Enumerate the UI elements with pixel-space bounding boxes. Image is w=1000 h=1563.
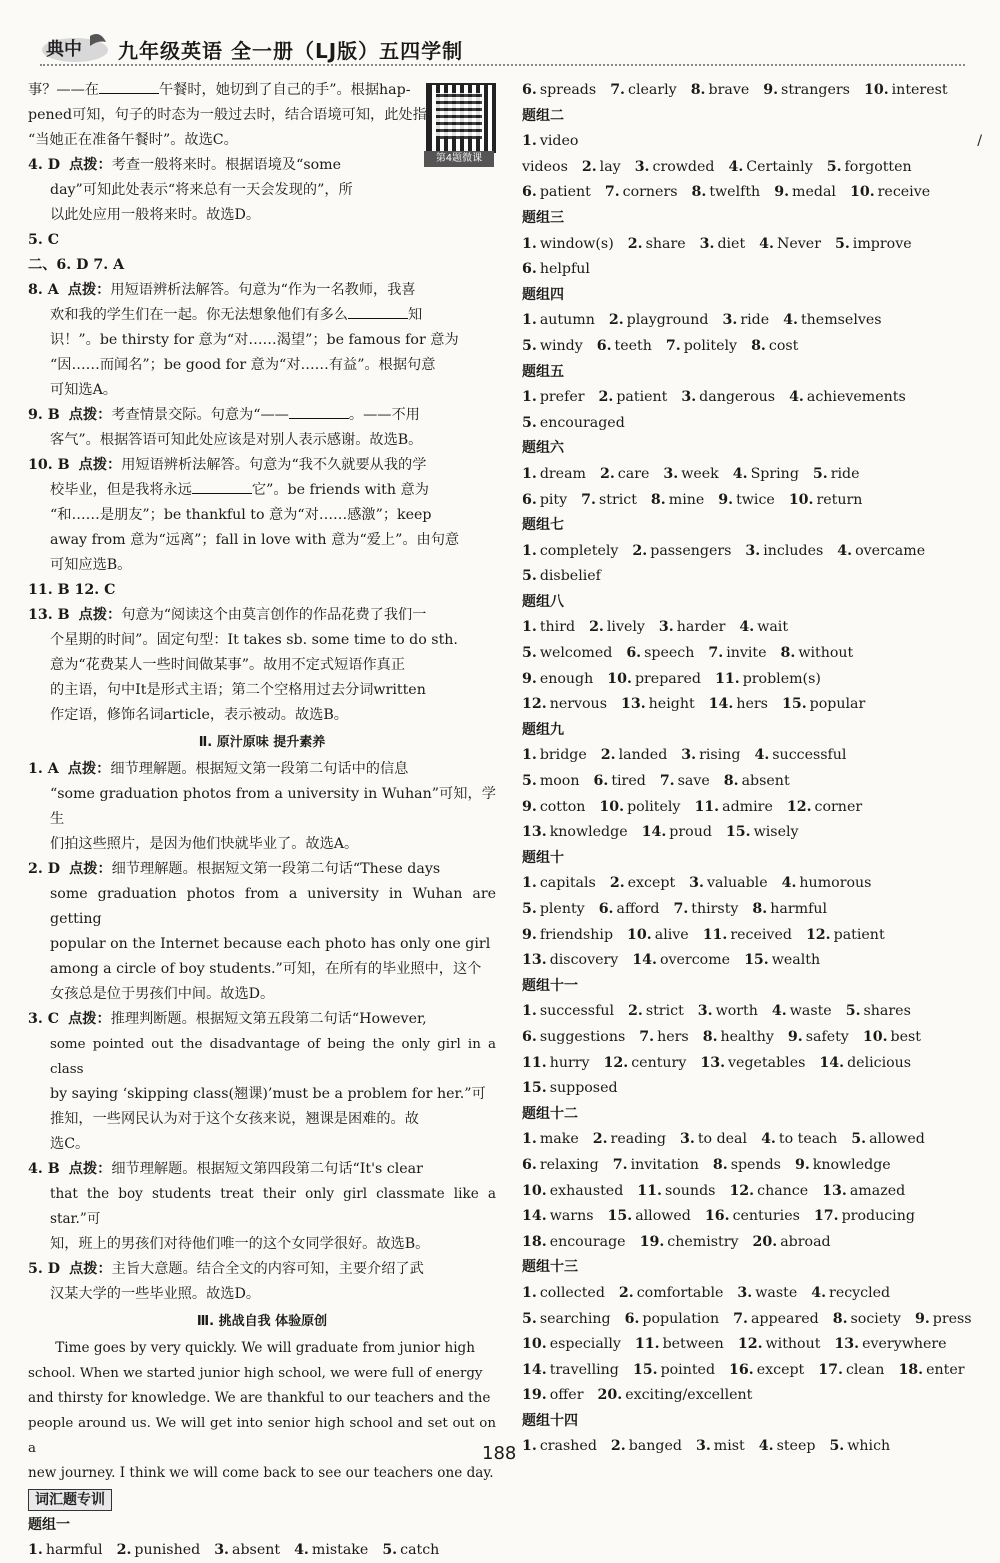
answer-entry: 9. twice [718,491,775,508]
answer-entry: 4. Never [759,235,821,252]
answer-entry: 14. proud [641,824,712,841]
answer-entry: 2. patient [598,389,668,406]
writing-text: and thirsty for knowledge. We are thankful to our teachers and the [28,1390,491,1406]
group-title: 题组八 [522,593,564,610]
answer-item: 3. C 点拨：推理判断题。根据短文第五段第二句话“However, [28,1011,427,1027]
answer-entry: 18. enter [898,1361,965,1378]
answer-entry: 17. clean [818,1361,885,1378]
writing-text: people around us. We will get into senior high school and set out on a [28,1416,496,1456]
answer-entry: 16. centuries [704,1208,800,1225]
answer-entry: 4. achievements [789,389,906,406]
answer-entry: 10. alive [627,926,689,943]
answer-entry: 1. bridge [522,747,587,764]
answer-entry: 3. ride [722,312,770,329]
answer-entry: 1. video / videos [522,133,982,175]
answer-entry: 6. pity [522,491,568,508]
answer-entry: 5. searching [522,1310,611,1327]
answer-entry: 2. banged [610,1438,682,1455]
answer-row [522,257,982,283]
answer-entry: 4. mistake [294,1542,369,1558]
answer-entry: 9. friendship [522,926,614,943]
vocab-section-label: 词汇题专训 [28,1489,112,1511]
answer-row [522,1332,982,1358]
answer-entry: 2. comfortable [618,1284,724,1301]
answer-row [522,129,982,180]
answer-text: “some graduation photos from a university in Wuhan”可知，学生 [50,786,496,827]
answer-entry: 3. harder [658,619,726,636]
header-title: 九年级英语 全一册（LJ版）五四学制 [118,39,464,63]
answer-item: 8. A 点拨：用短语辨析法解答。句意为“作为一名教师，我喜 [28,282,416,298]
answer-entry: 5. ride [812,465,860,482]
answer-row [522,820,982,846]
answer-entry: 5. which [829,1438,891,1455]
answer-entry: 1. window(s) [522,235,614,252]
answer-entry: 6. spreads [522,82,597,98]
answer-item: 10. B 点拨：用短语辨析法解答。句意为“我不久就要从我的学 [28,457,427,473]
answer-entry: 11. received [702,926,792,943]
answer-entry: 14. overcome [632,952,731,969]
answer-entry: 5. catch [382,1542,440,1558]
answer-entry: 4. steep [758,1438,816,1455]
answer-entry: 6. helpful [522,261,590,278]
answer-entry: 7. corners [604,184,678,201]
answer-entry: 3. rising [681,747,741,764]
answer-text: pened可知，句子的时态为一般过去时，结合语境可知，此处指 [28,107,427,123]
answer-entry: 20. exciting/excellent [597,1387,753,1404]
answer-row [522,795,982,821]
answer-entry: 5. allowed [851,1131,925,1148]
answer-entry: 7. save [659,773,710,790]
answer-entry: 6. suggestions [522,1028,626,1045]
answer-entry: 10. politely [599,798,681,815]
answer-entry: 7. thirsty [673,901,739,917]
group-title: 题组十二 [522,1105,578,1122]
answer-item: 5. D 点拨：主旨大意题。结合全文的内容可知，主要介绍了武 [28,1261,424,1277]
group-title: 题组二 [522,107,564,124]
page-number: 188 [482,1443,517,1464]
answer-entry: 5. improve [834,235,912,252]
answer-entry: 7. hers [639,1028,689,1045]
answer-entry: 1. dream [522,465,586,482]
answer-row [522,871,982,897]
answer-entry: 3. diet [699,235,746,252]
answer-entry: 3. dangerous [681,389,776,406]
answer-entry: 4. themselves [783,312,882,329]
answer-entry: 4. Certainly [728,158,813,175]
answer-row [522,462,982,488]
answer-text: away from 意为“远离”；fall in love with 意为“爱上”。由句意 [50,532,460,548]
answer-entry: 2. reading [592,1131,667,1148]
group-title: 题组九 [522,721,564,738]
answer-text: 可知选A。 [50,382,117,398]
group-title: 题组七 [522,517,564,534]
answer-entry: 9. knowledge [794,1156,891,1173]
answer-text: among a circle of boy students.”可知，在所有的毕业照中，这个 [50,961,482,977]
answer-row [522,1153,982,1179]
answer-text: 意为“花费某人一些时间做某事”。故用不定式短语作真正 [50,657,406,673]
answer-row [522,948,982,974]
answer-entry: 2. strict [628,1003,684,1020]
answer-entry: 15. supposed [522,1080,618,1097]
answer-entry: 13. knowledge [522,824,628,841]
answer-entry: 7. strict [581,491,637,508]
answer-entry: 19. chemistry [639,1233,739,1250]
answer-row [28,1538,496,1563]
answer-entry: 9. enough [522,670,594,687]
answer-entry: 10. return [788,491,863,508]
answer-entry: 12. nervous [522,696,607,713]
answer-entry: 2. care [599,465,650,482]
answer-entry: 15. wisely [725,824,799,841]
answer-entry: 3. crowded [634,158,715,175]
answer-entry: 8. absent [723,773,790,790]
answer-entry: 14. travelling [522,1361,619,1378]
answer-entry: 9. cotton [522,798,586,815]
answer-text: by saying ‘skipping class(翘课)’must be a problem for her.”可 [50,1086,486,1102]
group-title: 题组三 [522,209,564,226]
answer-row [522,1127,982,1153]
answer-text: some graduation photos from a university in Wuhan are getting [50,886,496,927]
left-column [28,78,496,1563]
answer-text: some pointed out the disadvantage of being the only girl in a class [50,1037,496,1077]
answer-entry: 2. lively [589,619,645,636]
answer-row [522,615,982,641]
answer-entry: 1. successful [522,1003,615,1020]
group-title: 题组十一 [522,977,578,994]
answer-entry: 1. prefer [522,389,585,406]
group-title: 题组六 [522,440,564,457]
writing-text: new journey. I think we will come back to see our teachers one day. [28,1465,494,1481]
answer-entry: 9. strangers [763,82,850,98]
answer-text: 选C。 [50,1136,90,1152]
answer-entry: 3. week [663,465,719,482]
writing-text: school. When we started junior high school, we were full of energy [28,1366,483,1381]
answer-entry: 8. twelfth [691,184,761,201]
answer-entry: 11. sounds [637,1182,716,1199]
answer-row [522,411,982,437]
answer-entry: 9. medal [774,184,836,201]
answer-text: 知，班上的男孩们对待他们唯一的这个女同学很好。故选B。 [50,1236,430,1252]
page-header [40,30,965,66]
answer-item: 9. B 点拨：考查情景交际。句意为“—— 。——不用 [28,407,420,423]
answer-entry: 9. safety [787,1028,849,1045]
answer-row [522,308,982,334]
answer-entry: 4. recycled [811,1284,891,1301]
answer-entry: 10. prepared [607,670,701,687]
answer-entry: 4. Spring [732,465,799,482]
answer-row [522,667,982,693]
answer-entry: 3. mist [695,1438,745,1455]
answer-text: “因……而闻名”；be good for 意为“对……有益”。根据句意 [50,357,436,373]
answer-row [522,1230,982,1256]
answer-entry: 12. chance [729,1182,809,1199]
answer-entry: 1. make [522,1131,579,1148]
answer-entry: 2. punished [116,1542,201,1558]
answer-text: 个星期的时间”。固定句型：It takes sb. some time to do sth. [50,632,458,648]
answer-text: 校毕业，但是我将永远 它”。be friends with 意为 [50,482,429,498]
answer-entry: 13. vegetables [700,1054,806,1071]
answer-text: 推知，一些网民认为对于这个女孩来说，翘课是困难的。故 [50,1111,419,1127]
answer-entry: 5. forgotten [826,158,912,175]
answer-entry: 5. disbelief [522,568,601,585]
answer-text: that the boy students treat their only girl classmate like a star.”可 [50,1186,496,1227]
answer-entry: 1. collected [522,1284,605,1301]
answer-entry: 5. moon [522,773,580,790]
answer-text: 作定语，修饰名词article，表示被动。故选B。 [50,707,348,723]
answer-entry: 3. waste [737,1284,798,1301]
group-title: 题组十 [522,849,564,866]
answer-row [522,78,982,104]
answer-entry: 8. healthy [702,1028,774,1045]
answer-entry: 14. warns [522,1208,594,1225]
answer-entry: 20. abroad [752,1233,831,1250]
answer-entry: 7. politely [665,337,738,354]
answer-row [522,1383,982,1409]
answer-entry: 3. includes [745,542,824,559]
answer-text: 的主语，句中It是形式主语；第二个空格用过去分词written [50,682,426,698]
answer-entry: 7. invite [708,645,767,662]
answer-entry: 4. wait [739,619,789,636]
answer-entry: 11. between [634,1336,724,1353]
answer-entry: 4. humorous [781,875,872,892]
writing-text: Time goes by very quickly. We will graduate from junior high [55,1340,476,1356]
group-title: 题组四 [522,286,564,303]
answer-entry: 17. producing [813,1208,915,1225]
answer-entry: 8. brave [690,82,750,98]
answer-row [522,334,982,360]
answer-entry: 15. allowed [607,1208,691,1225]
answer-row [522,1204,982,1230]
answer-entry: 8. society [832,1310,901,1327]
answer-entry: 8. cost [751,337,799,354]
answer-entry: 5. welcomed [522,645,613,662]
answer-row [522,692,982,718]
answer-entry: 7. clearly [610,82,677,98]
answer-entry: 13. amazed [822,1182,906,1199]
answer-entry: 16. except [729,1361,805,1378]
answer-text: 汉某大学的一些毕业照。故选D。 [50,1286,261,1302]
answer-entry: 10. receive [849,184,931,201]
answer-text: 以此处应用一般将来时。故选D。 [50,207,261,223]
answer-entry: 2. playground [608,312,709,329]
answer-row [522,1076,982,1102]
answer-entry: 2. landed [600,747,668,764]
answer-entry: 8. spends [712,1156,781,1173]
answer-entry: 15. pointed [632,1361,716,1378]
answer-text: 可知应选B。 [50,557,132,573]
answer-row [522,769,982,795]
answer-entry: 13. everywhere [834,1336,947,1353]
answer-row [522,1434,982,1460]
answer-entry: 10. especially [522,1336,621,1353]
answer-entry: 6. population [624,1310,720,1327]
answer-item: 13. B 点拨：句意为“阅读这个由莫言创作的作品花费了我们一 [28,607,427,623]
answer-entry: 8. mine [650,491,705,508]
answer-entry: 7. appeared [733,1310,819,1327]
answer-entry: 10. best [862,1028,921,1045]
answer-entry: 14. hers [708,696,768,713]
answer-entry: 11. hurry [522,1054,590,1071]
book-logo-icon [40,30,110,64]
answer-entry: 18. encourage [522,1233,626,1250]
answer-text: 客气”。根据答语可知此处应该是对别人表示感谢。故选B。 [50,432,423,448]
answer-row [522,232,982,258]
answer-text: 识！”。be thirsty for 意为“对……渴望”；be famous for 意为 [50,332,459,348]
answer-row [522,1025,982,1051]
answer-entry: 12. century [603,1054,687,1071]
answer-entry: 12. patient [805,926,885,943]
answer-item: 4. B 点拨：细节理解题。根据短文第四段第二句话“It's clear [28,1161,423,1177]
answer-entry: 5. encouraged [522,414,625,431]
answer-row [522,1051,982,1077]
answer-entry: 1. completely [522,542,619,559]
answer-entry: 2. share [627,235,686,252]
answer-entry: 10. interest [863,82,948,98]
answer-row [522,897,982,923]
answer-entry: 12. without [737,1336,821,1353]
answer-row [522,564,982,590]
answer-item: 1. A 点拨：细节理解题。根据短文第一段第二句话中的信息 [28,761,409,777]
group-title: 题组十四 [522,1412,578,1429]
answer-item: 5. C [28,232,60,248]
answer-item: 4. D 点拨：考查一般将来时。根据语境及“some [28,157,342,173]
answer-item: 11. B 12. C [28,582,116,598]
answer-entry: 4. waste [771,1003,832,1020]
answer-entry: 4. to teach [761,1131,838,1148]
answer-entry: 4. successful [754,747,847,764]
answer-entry: 1. third [522,619,576,636]
answer-text: 女孩总是位于男孩们中间。故选D。 [50,986,275,1002]
answer-row [522,385,982,411]
answer-text: “和……是朋友”；be thankful to 意为“对……感激”；keep [50,507,432,523]
answer-text: day”可知此处表示“将来总有一天会发现的”，所 [50,182,353,198]
answer-entry: 4. overcame [837,542,926,559]
answer-entry: 11. problem(s) [715,670,821,687]
answer-entry: 2. lay [581,158,621,175]
answer-row [522,1358,982,1384]
group-title: 题组一 [28,1517,70,1533]
section-heading: Ⅲ. 挑战自我 体验原创 [196,1314,328,1329]
header-divider [40,64,965,69]
answer-entry: 6. teeth [596,337,652,354]
group-title: 题组十三 [522,1259,578,1276]
qr-caption: 第4题微课 [424,151,494,167]
right-column [522,78,982,1460]
answer-text: 事？——在 午餐时，她切到了自己的手”。根据hap- [28,82,411,98]
answer-entry: 15. popular [781,696,866,713]
answer-entry: 2. except [609,875,676,892]
answer-text: popular on the Internet because each photo has only one girl [50,936,491,952]
answer-entry: 3. absent [214,1542,281,1558]
answer-item: 二、6. D 7. A [28,257,125,273]
answer-text: 们拍这些照片，是因为他们快就毕业了。故选A。 [50,836,359,852]
answer-entry: 2. passengers [632,542,732,559]
answer-entry: 15. wealth [744,952,821,969]
answer-entry: 10. exhausted [522,1182,624,1199]
answer-text: 欢和我的学生们在一起。你无法想象他们有多么 知 [50,307,423,323]
answer-row [522,488,982,514]
answer-text: “当她正在准备午餐时”。故选C。 [28,132,238,148]
answer-entry: 9. press [914,1310,972,1327]
answer-entry: 1. harmful [28,1542,103,1558]
section-heading: Ⅱ. 原汁原味 提升素养 [198,735,326,750]
answer-entry: 8. without [780,645,854,662]
answer-item: 2. D 点拨：细节理解题。根据短文第一段第二句话“These days [28,861,441,877]
answer-entry: 1. crashed [522,1438,597,1455]
answer-row [522,641,982,667]
answer-entry: 12. corner [786,798,863,815]
answer-row [522,539,982,565]
answer-row [522,1179,982,1205]
answer-row [522,999,982,1025]
answer-entry: 6. speech [626,645,695,662]
answer-entry: 3. to deal [680,1131,748,1148]
answer-entry: 5. windy [522,337,583,354]
answer-entry: 6. patient [522,184,591,201]
answer-entry: 13. discovery [522,952,619,969]
answer-row [522,743,982,769]
answer-entry: 1. capitals [522,875,596,892]
answer-entry: 6. afford [598,901,660,917]
answer-row [522,1281,982,1307]
answer-entry: 6. relaxing [522,1156,599,1173]
answer-entry: 1. autumn [522,312,595,329]
answer-entry: 14. delicious [819,1054,912,1071]
answer-entry: 8. harmful [752,901,827,917]
answer-entry: 5. shares [845,1003,911,1020]
answer-entry: 6. tired [593,773,646,790]
answer-entry: 3. valuable [689,875,768,892]
svg-text:典中: 典中 [46,39,82,60]
group-title: 题组五 [522,363,564,380]
answer-row [522,180,982,206]
answer-entry: 13. height [620,696,695,713]
answer-entry: 5. plenty [522,901,585,917]
answer-entry: 19. offer [522,1387,584,1404]
answer-row [522,1307,982,1333]
answer-entry: 11. admire [694,798,773,815]
answer-entry: 7. invitation [612,1156,699,1173]
answer-entry: 3. worth [697,1003,758,1020]
answer-row [522,923,982,949]
